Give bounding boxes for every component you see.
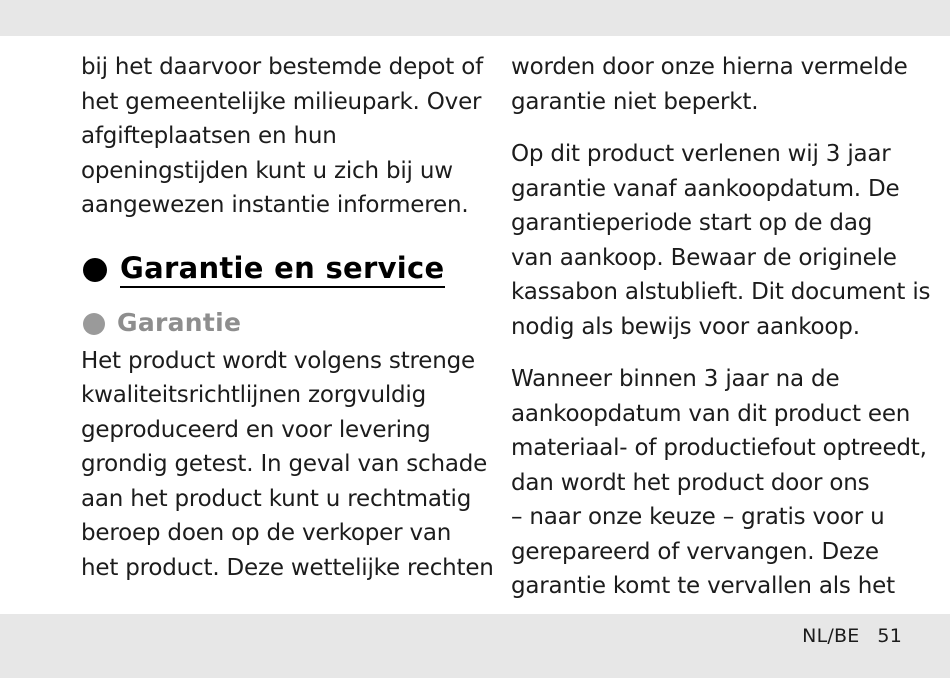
text-line: beroep doen op de verkoper van [81, 520, 452, 546]
paragraph-gap [511, 344, 916, 362]
page-footer [802, 625, 902, 647]
text-line: afgifteplaatsen en hun [81, 123, 337, 149]
text-line: garantie vanaf aankoopdatum. De [511, 175, 900, 202]
text-line: grondig getest. In geval van schade [81, 451, 488, 477]
intro-paragraph [81, 50, 484, 223]
bullet-icon [83, 313, 105, 335]
text-line: garantie niet beperkt. [511, 88, 759, 115]
text-line: kwaliteitsrichtlijnen zorgvuldig [81, 382, 427, 408]
text-line: garantieperiode start op de dag [511, 210, 873, 236]
paragraph [511, 362, 927, 604]
paragraph [511, 50, 916, 119]
paragraph-gap [511, 119, 916, 137]
text-line: Op dit product verlenen wij 3 jaar [511, 141, 891, 167]
text-line: worden door onze hierna vermelde [511, 54, 908, 80]
text-line: het gemeentelijke milieupark. Over [81, 88, 482, 115]
section-heading-text: Garantie en service [120, 252, 445, 288]
subsection-heading-text: Garantie [117, 308, 242, 338]
locale-label: NL/BE [802, 625, 860, 647]
text-line: – naar onze keuze – gratis voor u [511, 504, 885, 530]
right-column [511, 50, 931, 604]
page-number: 51 [877, 625, 902, 647]
text-line: geproduceerd en voor levering [81, 416, 431, 443]
subsection-heading [81, 306, 481, 342]
text-line: Het product wordt volgens strenge [81, 347, 475, 374]
text-line: dan wordt het product door ons [511, 469, 870, 496]
text-line: aangewezen instantie informeren. [81, 192, 469, 218]
top-band [0, 0, 950, 36]
left-column [81, 50, 494, 585]
text-line: het product. Deze wettelijke rechten [81, 554, 494, 581]
text-line: gerepareerd of vervangen. Deze [511, 538, 879, 565]
text-line: aankoopdatum van dit product een [511, 400, 911, 427]
text-line: Wanneer binnen 3 jaar na de [511, 366, 840, 392]
garantie-paragraph [81, 344, 494, 586]
text-line: nodig als bewijs voor aankoop. [511, 313, 860, 340]
bullet-icon [83, 258, 107, 282]
text-line: van aankoop. Bewaar de originele [511, 244, 897, 271]
section-heading [81, 248, 481, 292]
text-line: aan het product kunt u rechtmatig [81, 485, 472, 512]
text-line: garantie komt te vervallen als het [511, 573, 895, 599]
text-line: kassabon alstublieft. Dit document is [511, 279, 931, 305]
paragraph [511, 137, 931, 344]
text-line: openingstijden kunt u zich bij uw [81, 157, 453, 184]
text-line: materiaal- of productiefout optreedt, [511, 435, 927, 461]
text-line: bij het daarvoor bestemde depot of [81, 54, 484, 80]
